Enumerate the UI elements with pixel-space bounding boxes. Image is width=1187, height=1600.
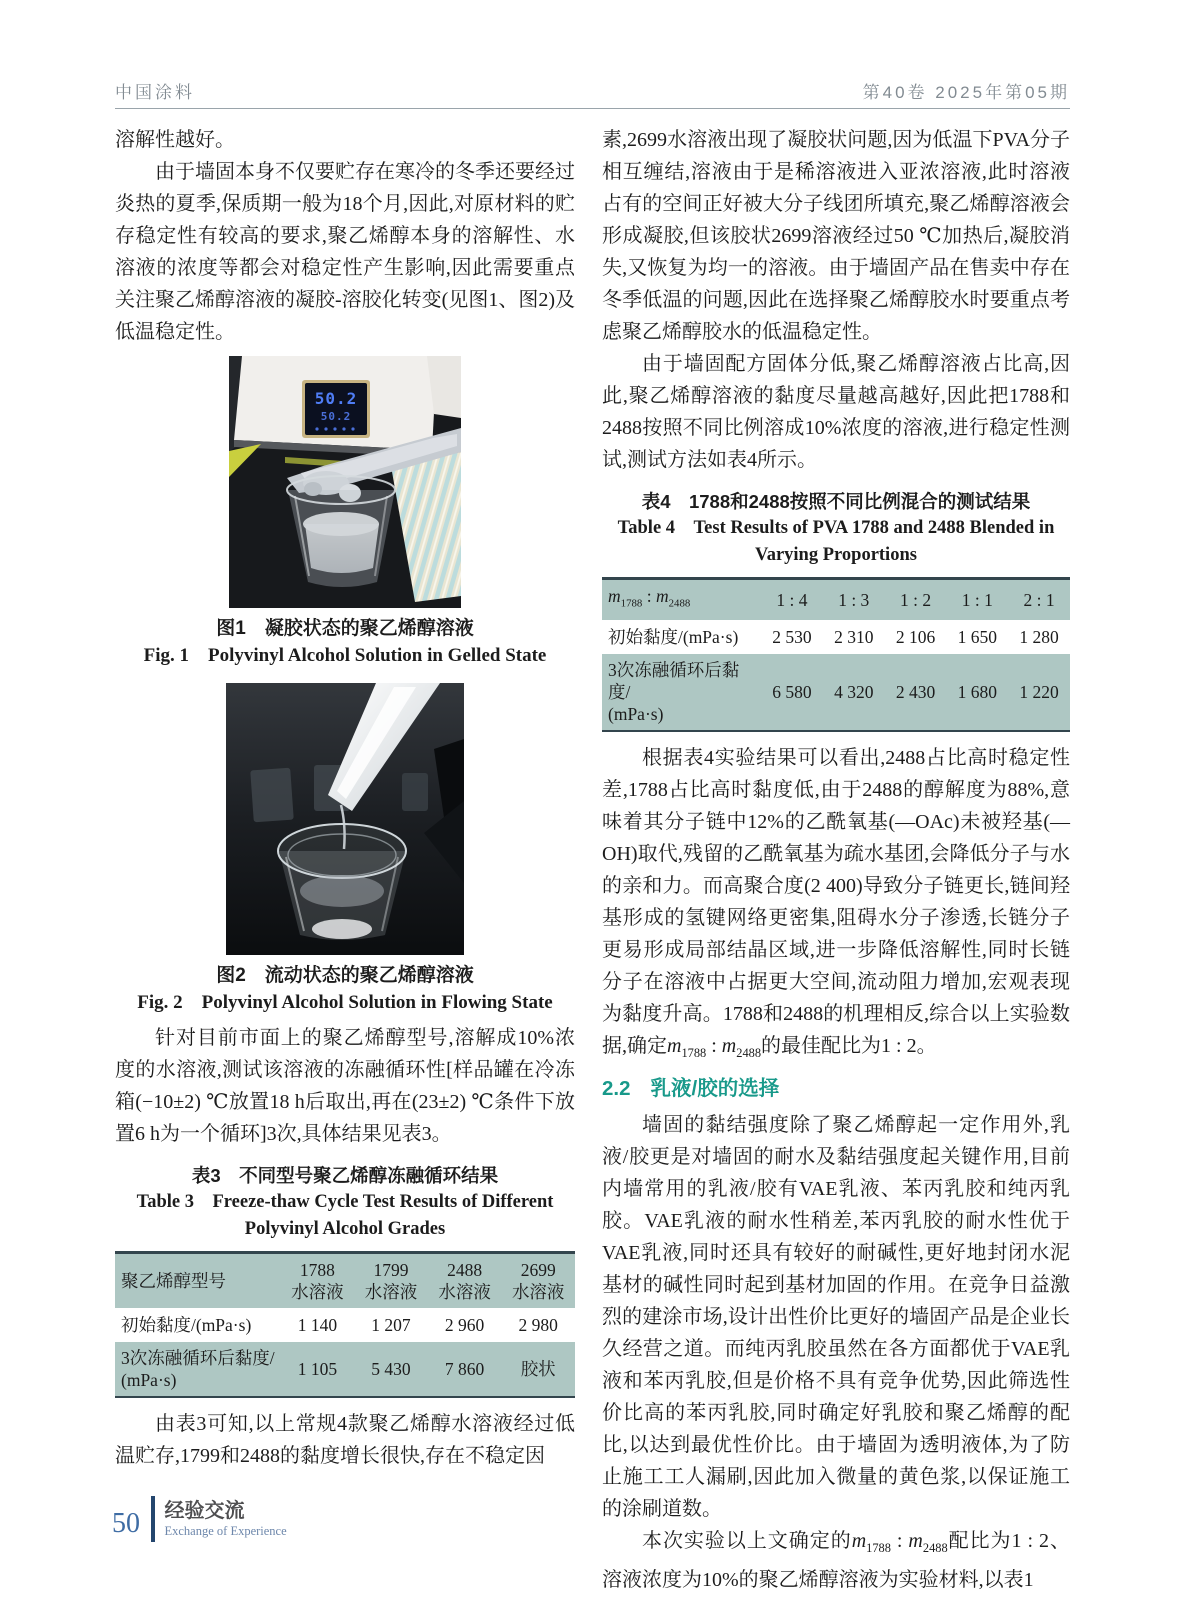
table-label-en: Table 4 (617, 518, 676, 538)
article-body (115, 124, 1070, 1596)
table-3-title (115, 1162, 575, 1243)
column-header: 2 : 1 (1008, 579, 1070, 621)
cell: 2 530 (761, 620, 823, 653)
table-title-text: 1788和2488按照不同比例混合的测试结果 (688, 491, 1031, 512)
figure-2 (115, 683, 575, 1016)
cell: 5 430 (354, 1342, 428, 1398)
paragraph: 由于墙固本身不仅要贮存在寒冷的冬季还要经过炎热的夏季,保质期一般为18个月,因此,对原材料的贮存稳定性有较高的要求,聚乙烯醇本身的溶解性、水溶液的浓度等都会对稳定性产生影响,因此需要重点关注聚乙烯醇溶液的凝胶-溶胶化转变(见图1、图2)及低温稳定性。 (115, 161, 575, 343)
footer-section-name-en: Exchange of Experience (164, 1524, 287, 1538)
cell: 7 860 (428, 1342, 502, 1398)
column-header: 1788 水溶液 (281, 1253, 355, 1309)
figure-caption-text-en: Polyvinyl Alcohol Solution in Flowing State (201, 992, 553, 1013)
left-column (115, 124, 575, 1472)
table-title-en-line2: Polyvinyl Alcohol Grades (244, 1219, 446, 1239)
cell: 1 207 (354, 1309, 428, 1342)
paragraph: 由表3可知,以上常规4款聚乙烯醇水溶液经过低温贮存,1799和2488的黏度增长很快,存在不稳定因 (115, 1413, 575, 1467)
figure-2-caption (115, 962, 575, 1016)
table-header-row (602, 579, 1070, 621)
table-row (602, 653, 1070, 731)
cell: 6 580 (761, 653, 823, 731)
paragraph: 素,2699水溶液出现了凝胶状问题,因为低温下PVA分子相互缠结,溶液由于是稀溶液进入亚浓溶液,此时溶液占有的空间正好被大分子线团所填充,聚乙烯醇溶液会形成凝胶,但该胶状2699溶液经过50 ℃加热后,凝胶消失,又恢复为均一的溶液。由于墙固产品在售卖中存在冬季低温的问题,因此在选择聚乙烯醇胶水时要重点考虑聚乙烯醇胶水的低温稳定性。 (602, 129, 1070, 343)
footer-divider-bar (151, 1496, 155, 1542)
table-label-en: Table 3 (136, 1192, 194, 1212)
right-column (602, 124, 1070, 1596)
page-footer (112, 1496, 287, 1542)
cell: 2 960 (428, 1309, 502, 1342)
table-4 (602, 577, 1070, 732)
cell: 1 280 (1008, 620, 1070, 653)
table-title-en-line1: Test Results of PVA 1788 and 2488 Blended in (693, 518, 1055, 538)
table-row (115, 1309, 575, 1342)
table-3 (115, 1251, 575, 1398)
row-label: 初始黏度/(mPa·s) (115, 1309, 281, 1342)
cell: 胶状 (501, 1342, 575, 1398)
page-header (115, 78, 1070, 103)
table-row (115, 1342, 575, 1398)
figure-label-en: Fig. 2 (137, 992, 183, 1013)
table-4-title (602, 488, 1070, 569)
paragraph: 溶解性越好。 (115, 129, 235, 151)
temperature-display-setpoint: 50.2 (320, 410, 352, 423)
page-number: 50 (112, 1508, 140, 1539)
paragraph: 针对目前市面上的聚乙烯醇型号,溶解成10%浓度的水溶液,测试该溶液的冻融循环性[样品罐在冷冻箱(−10±2) ℃放置18 h后取出,再在(23±2) ℃条件下放置6 h为一个循环]3次,具体结果见表3。 (115, 1027, 575, 1145)
column-header: $m_{1788}$ : $m_{2488}$ (602, 579, 761, 621)
table-label: 表4 (641, 491, 671, 512)
figure-label: 图1 (216, 618, 246, 639)
paragraph: 墙固的黏结强度除了聚乙烯醇起一定作用外,乳液/胶更是对墙固的耐水及黏结强度起关键作用,目前内墙常用的乳液/胶有VAE乳液、苯丙乳胶和纯丙乳胶。VAE乳液的耐水性稍差,苯丙乳胶的耐水性优于VAE乳液,同时还具有较好的耐碱性,更好地封闭水泥基材的碱性同时起到基材加固的作用。在竞争日益激烈的建涂市场,设计出性价比更好的墙固产品是企业长久经营之道。而纯丙乳胶虽然在各方面都优于VAE乳液和苯丙乳胶,但是价格不具有竞争优势,因此筛选性价比高的苯丙乳胶,同时确定好乳胶和聚乙烯醇的配比,以达到最优性价比。由于墙固为透明液体,为了防止施工工人漏刷,因此加入微量的黄色浆,以保证施工的涂刷道数。 (602, 1113, 1070, 1520)
table-title-en-line1: Freeze-thaw Cycle Test Results of Different (212, 1192, 554, 1212)
table-title-en-line2: Varying Proportions (755, 545, 917, 565)
paragraph: 由于墙固配方固体分低,聚乙烯醇溶液占比高,因此,聚乙烯醇溶液的黏度尽量越高越好,因此把1788和2488按照不同比例溶成10%浓度的溶液,进行稳定性测试,测试方法如表4所示。 (602, 353, 1070, 471)
journal-name: 中国涂料 (115, 83, 195, 102)
cell: 1 220 (1008, 653, 1070, 731)
figure-1-photo (229, 356, 461, 608)
figure-2-photo (226, 683, 464, 955)
cell: 1 140 (281, 1309, 355, 1342)
table-header-row (115, 1253, 575, 1309)
cell: 1 105 (281, 1342, 355, 1398)
sample-cup (278, 824, 406, 940)
figure-1 (115, 356, 575, 669)
row-label: 初始黏度/(mPa·s) (602, 620, 761, 653)
table-label: 表3 (191, 1165, 221, 1186)
column-header: 2488 水溶液 (428, 1253, 502, 1309)
cell: 1 650 (946, 620, 1008, 653)
cell: 2 430 (885, 653, 947, 731)
figure-1-caption (115, 615, 575, 669)
issue-info: 第40卷 2025年第05期 (862, 83, 1070, 102)
cell: 2 310 (823, 620, 885, 653)
footer-section-name: 经验交流 (164, 1500, 245, 1522)
figure-label: 图2 (216, 965, 246, 986)
section-heading-2-2 (602, 1073, 1070, 1105)
column-header: 1 : 4 (761, 579, 823, 621)
row-label: 3次冻融循环后黏度/ (mPa·s) (115, 1342, 281, 1398)
column-header: 1799 水溶液 (354, 1253, 428, 1309)
column-header: 2699 水溶液 (501, 1253, 575, 1309)
section-number: 2.2 (602, 1076, 631, 1100)
column-header: 1 : 1 (946, 579, 1008, 621)
table-title-text: 不同型号聚乙烯醇冻融循环结果 (239, 1165, 499, 1186)
figure-caption-text-en: Polyvinyl Alcohol Solution in Gelled State (208, 645, 547, 666)
header-divider (115, 108, 1070, 109)
section-title: 乳液/胶的选择 (650, 1076, 780, 1100)
column-header: 1 : 2 (885, 579, 947, 621)
temperature-display-value: 50.2 (314, 389, 358, 408)
cell: 1 680 (946, 653, 1008, 731)
figure-label-en: Fig. 1 (143, 645, 190, 666)
cell: 2 980 (501, 1309, 575, 1342)
column-header: 1 : 3 (823, 579, 885, 621)
figure-caption-text: 凝胶状态的聚乙烯醇溶液 (264, 618, 474, 639)
row-label: 3次冻融循环后黏度/ (mPa·s) (602, 653, 761, 731)
figure-caption-text: 流动状态的聚乙烯醇溶液 (264, 965, 474, 986)
paragraph: 本次实验以上文确定的$m_{1788}$ : $m_{2488}$配比为1 : 2、溶液浓度为10%的聚乙烯醇溶液为实验材料,以表1 (602, 1529, 1070, 1591)
paragraph: 根据表4实验结果可以看出,2488占比高时稳定性差,1788占比高时黏度低,由于2488的醇解度为88%,意味着其分子链中12%的乙酰氧基(—OAc)未被羟基(—OH)取代,残留的乙酰氧基为疏水基团,会降低分子与水的亲和力。而高聚合度(2 400)导致分子链更长,链间羟基形成的氢键网络更密集,阻碍水分子渗透,长链分子更易形成局部结晶区域,进一步降低溶解性,同时长链分子在溶液中占据更大空间,流动阻力增加,宏观表现为黏度升高。1788和2488的机理相反,综合以上实验数据,确定$m_{1788}$ : $m_{2488}$的最佳配比为1 : 2。 (602, 746, 1070, 1060)
column-header: 聚乙烯醇型号 (115, 1253, 281, 1309)
cell: 2 106 (885, 620, 947, 653)
cell: 4 320 (823, 653, 885, 731)
table-row (602, 620, 1070, 653)
